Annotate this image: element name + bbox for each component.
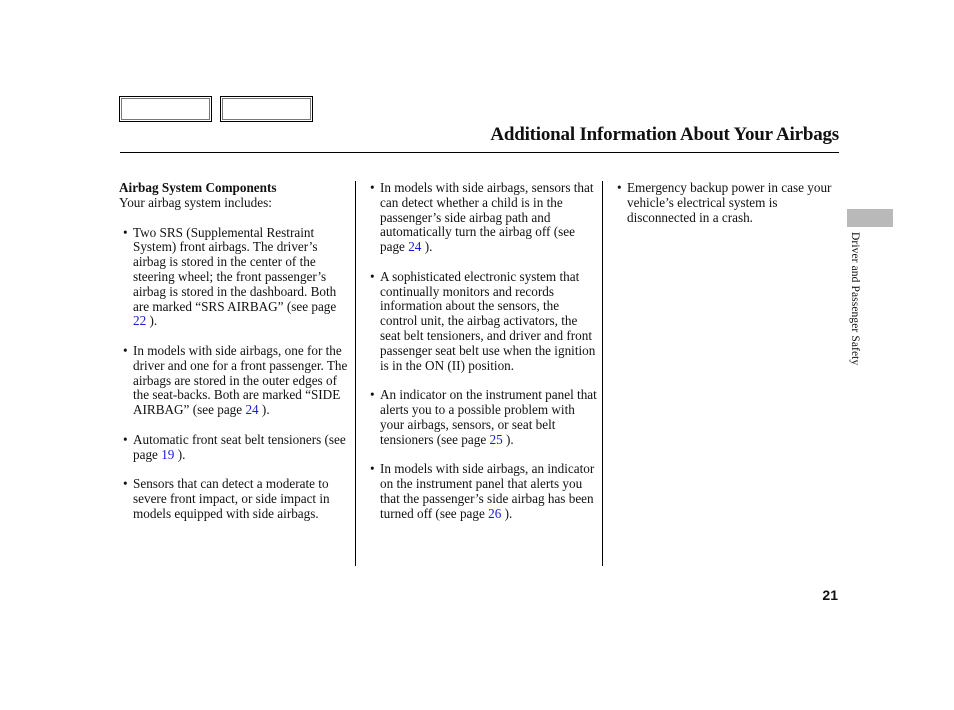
item-text: A sophisticated electronic system that continually monitors and records information about the sensors, the control unit, the airbag activators, the seat belt tensioners, and driver and front passenger seat belt use when the ignition is in the ON (II) position.	[380, 268, 596, 373]
page-link[interactable]: 19	[161, 446, 175, 462]
side-section-label: Driver and Passenger Safety	[849, 232, 861, 366]
column-1	[119, 181, 351, 522]
page-number: 21	[822, 587, 838, 603]
item-suffix: ).	[501, 505, 513, 521]
item-suffix: ).	[502, 431, 514, 447]
page-title: Additional Information About Your Airbags	[490, 124, 839, 145]
section-heading: Airbag System Components	[119, 180, 277, 195]
item-text: In models with side airbags, one for the driver and one for a front passenger. The airbags are stored in the outer edges of the seat-backs. Both are marked “SIDE AIRBAG” (see page	[133, 342, 348, 418]
item-suffix: ).	[174, 446, 186, 462]
bullet-list	[366, 181, 598, 521]
item-text: An indicator on the instrument panel that alerts you to a possible problem with your airbags, sensors, or seat belt tensioners (see page	[380, 387, 597, 447]
page-link[interactable]: 26	[488, 505, 502, 521]
column-divider	[602, 181, 603, 566]
nav-button-next[interactable]	[220, 96, 313, 122]
item-text: In models with side airbags, an indicator on the instrument panel that alerts you that the passenger’s side airbag has been turned off (see page	[380, 461, 595, 521]
page-link[interactable]: 24	[408, 239, 422, 255]
list-item	[366, 388, 598, 447]
list-item	[119, 226, 351, 330]
item-text: Sensors that can detect a moderate to severe front impact, or side impact in models equipped with side airbags.	[133, 476, 330, 521]
list-item	[613, 181, 835, 225]
section-tab-marker	[847, 209, 893, 227]
item-suffix: ).	[421, 239, 433, 255]
item-text: Two SRS (Supplemental Restraint System) front airbags. The driver’s airbag is stored in the center of the steering wheel; the front passenger’s airbag is stored in the dashboard. Both are marked “SRS AIRBAG” (see page	[133, 224, 337, 314]
page-link[interactable]: 24	[245, 402, 259, 418]
list-item	[119, 433, 351, 463]
item-text: Automatic front seat belt tensioners (see page	[133, 431, 346, 462]
item-suffix: ).	[258, 402, 270, 418]
title-divider	[120, 152, 839, 153]
nav-button-previous[interactable]	[119, 96, 212, 122]
page-link[interactable]: 22	[133, 313, 147, 329]
item-text: Emergency backup power in case your vehicle’s electrical system is disconnected in a crash.	[627, 180, 832, 225]
list-item	[366, 270, 598, 374]
item-suffix: ).	[146, 313, 158, 329]
bullet-list	[119, 226, 351, 522]
item-text: In models with side airbags, sensors that can detect whether a child is in the passenger’s side airbag path and automatically turn the airbag off (see page	[380, 180, 594, 255]
list-item	[366, 462, 598, 521]
column-divider	[355, 181, 356, 566]
section-intro: Your airbag system includes:	[119, 194, 272, 210]
page-link[interactable]: 25	[489, 431, 503, 447]
bullet-list	[613, 181, 835, 225]
list-item	[366, 181, 598, 255]
list-item	[119, 344, 351, 418]
list-item	[119, 477, 351, 521]
column-3	[613, 181, 835, 225]
column-2	[366, 181, 598, 521]
